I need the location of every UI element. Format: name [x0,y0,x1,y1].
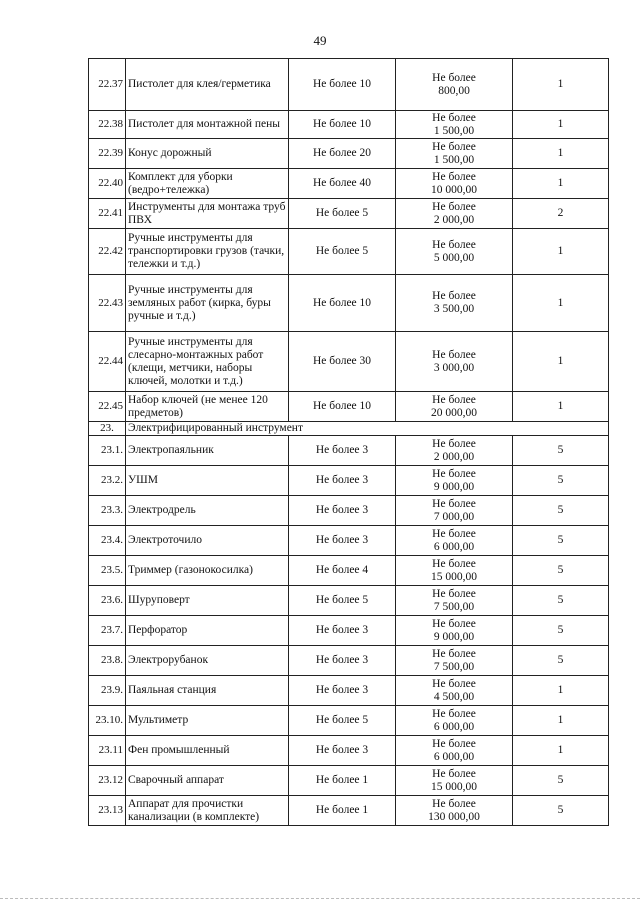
item-price [396,766,513,796]
price-value: 20 000,00 [431,406,477,419]
price-value: 15 000,00 [431,570,477,583]
item-quantity: Не более 40 [289,169,396,199]
item-number: 22.38 [89,111,126,139]
price-value: 6 000,00 [433,540,475,553]
table-row [89,556,609,586]
item-price [396,229,513,275]
price-value: 800,00 [438,84,470,97]
item-term: 1 [513,169,609,199]
item-name: Набор ключей (не менее 120 предметов) [126,392,289,422]
item-name: Ручные инструменты для слесарно-монтажных работ (клещи, метчики, наборы ключей, молотки и т.д.) [126,332,289,392]
price-prefix: Не более [432,557,476,570]
table-row [89,392,609,422]
item-number: 22.44 [89,332,126,392]
item-price [396,59,513,111]
item-term: 5 [513,616,609,646]
item-price [396,496,513,526]
item-price [396,676,513,706]
price-value: 1 500,00 [433,153,475,166]
item-price [396,392,513,422]
table-row [89,676,609,706]
item-term: 1 [513,229,609,275]
item-name: Инструменты для монтажа труб ПВХ [126,199,289,229]
price-prefix: Не более [432,797,476,810]
item-number: 23.2. [89,466,126,496]
item-price [396,586,513,616]
price-value: 2 000,00 [433,450,475,463]
item-number: 23.3. [89,496,126,526]
price-prefix: Не более [432,348,476,361]
item-term: 5 [513,466,609,496]
item-term: 2 [513,199,609,229]
item-price [396,796,513,826]
table-row [89,111,609,139]
item-quantity: Не более 5 [289,199,396,229]
item-price [396,736,513,766]
item-price [396,616,513,646]
item-number: 23.13 [89,796,126,826]
table-body [89,59,609,826]
item-number: 23.8. [89,646,126,676]
item-term: 1 [513,111,609,139]
item-name: Ручные инструменты для земляных работ (кирка, буры ручные и т.д.) [126,275,289,332]
price-prefix: Не более [432,437,476,450]
price-value: 6 000,00 [433,720,475,733]
price-value: 7 000,00 [433,510,475,523]
item-term: 5 [513,496,609,526]
item-number: 23.7. [89,616,126,646]
price-prefix: Не более [432,527,476,540]
price-prefix: Не более [432,71,476,84]
item-name: Пистолет для клея/герметика [126,59,289,111]
item-number: 22.42 [89,229,126,275]
item-name: Шуруповерт [126,586,289,616]
item-quantity: Не более 30 [289,332,396,392]
item-name: УШМ [126,466,289,496]
item-quantity: Не более 10 [289,59,396,111]
item-number: 23.1. [89,436,126,466]
item-term: 5 [513,586,609,616]
price-prefix: Не более [432,238,476,251]
table-row [89,199,609,229]
item-quantity: Не более 4 [289,556,396,586]
item-name: Электропаяльник [126,436,289,466]
item-term: 1 [513,736,609,766]
price-prefix: Не более [432,737,476,750]
item-price [396,199,513,229]
item-number: 23.5. [89,556,126,586]
price-prefix: Не более [432,140,476,153]
price-value: 7 500,00 [433,660,475,673]
item-term: 1 [513,332,609,392]
item-quantity: Не более 3 [289,496,396,526]
item-name: Электрорубанок [126,646,289,676]
item-term: 5 [513,766,609,796]
item-number: 23.4. [89,526,126,556]
item-term: 1 [513,139,609,169]
price-value: 4 500,00 [433,690,475,703]
item-price [396,436,513,466]
item-price [396,526,513,556]
item-term: 1 [513,59,609,111]
price-prefix: Не более [432,587,476,600]
item-quantity: Не более 5 [289,706,396,736]
item-price [396,275,513,332]
table-row [89,466,609,496]
item-number: 22.43 [89,275,126,332]
item-term: 5 [513,526,609,556]
item-quantity: Не более 3 [289,646,396,676]
price-prefix: Не более [432,497,476,510]
item-name: Комплект для уборки (ведро+тележка) [126,169,289,199]
item-quantity: Не более 1 [289,766,396,796]
item-number: 23.6. [89,586,126,616]
price-value: 1 500,00 [433,124,475,137]
price-value: 9 000,00 [433,480,475,493]
item-quantity: Не более 10 [289,392,396,422]
price-prefix: Не более [432,677,476,690]
item-term: 5 [513,646,609,676]
section-row [89,422,609,436]
scan-edge-divider [0,898,640,900]
section-number: 23. [89,422,126,436]
table-row [89,169,609,199]
price-value: 10 000,00 [431,183,477,196]
price-prefix: Не более [432,111,476,124]
table-row [89,275,609,332]
price-value: 3 500,00 [433,303,475,315]
item-number: 23.10. [89,706,126,736]
price-prefix: Не более [432,290,476,302]
item-quantity: Не более 3 [289,676,396,706]
item-name: Паяльная станция [126,676,289,706]
table-row [89,526,609,556]
item-price [396,139,513,169]
item-term: 5 [513,436,609,466]
item-price [396,332,513,392]
item-name: Электродрель [126,496,289,526]
table-row [89,139,609,169]
price-prefix: Не более [432,707,476,720]
table-row [89,766,609,796]
item-price [396,706,513,736]
item-price [396,646,513,676]
item-name: Ручные инструменты для транспортировки грузов (тачки, тележки и т.д.) [126,229,289,275]
item-number: 22.39 [89,139,126,169]
item-quantity: Не более 20 [289,139,396,169]
price-value: 9 000,00 [433,630,475,643]
item-price [396,111,513,139]
item-number: 23.9. [89,676,126,706]
item-term: 1 [513,676,609,706]
item-quantity: Не более 5 [289,229,396,275]
item-price [396,556,513,586]
price-prefix: Не более [432,200,476,213]
item-name: Перфоратор [126,616,289,646]
section-title: Электрифицированный инструмент [126,422,609,436]
table-row [89,436,609,466]
table-row [89,706,609,736]
price-value: 6 000,00 [433,750,475,763]
item-quantity: Не более 3 [289,526,396,556]
item-term: 1 [513,392,609,422]
item-term: 5 [513,796,609,826]
item-name: Мультиметр [126,706,289,736]
item-name: Конус дорожный [126,139,289,169]
table-row [89,332,609,392]
price-prefix: Не более [432,617,476,630]
item-quantity: Не более 3 [289,436,396,466]
item-name: Сварочный аппарат [126,766,289,796]
table-row [89,646,609,676]
item-name: Аппарат для прочистки канализации (в комплекте) [126,796,289,826]
item-number: 22.37 [89,59,126,111]
item-quantity: Не более 1 [289,796,396,826]
item-price [396,169,513,199]
item-name: Фен промышленный [126,736,289,766]
price-prefix: Не более [432,767,476,780]
table-row [89,736,609,766]
price-prefix: Не более [432,170,476,183]
price-value: 5 000,00 [433,251,475,264]
item-term: 1 [513,275,609,332]
table-row [89,796,609,826]
item-name: Триммер (газонокосилка) [126,556,289,586]
item-number: 23.11 [89,736,126,766]
item-quantity: Не более 5 [289,586,396,616]
equipment-table [88,58,609,826]
item-quantity: Не более 10 [289,275,396,332]
table-row [89,229,609,275]
price-prefix: Не более [432,647,476,660]
price-value: 130 000,00 [428,810,480,823]
price-prefix: Не более [432,393,476,406]
table-row [89,496,609,526]
price-value: 15 000,00 [431,780,477,793]
item-quantity: Не более 3 [289,466,396,496]
item-name: Пистолет для монтажной пены [126,111,289,139]
price-value: 2 000,00 [433,213,475,226]
page-number: 49 [313,33,327,48]
table-row [89,616,609,646]
table-row [89,59,609,111]
item-quantity: Не более 10 [289,111,396,139]
item-quantity: Не более 3 [289,736,396,766]
item-number: 22.45 [89,392,126,422]
price-value: 3 000,00 [433,361,475,374]
price-prefix: Не более [432,467,476,480]
item-term: 1 [513,706,609,736]
price-value: 7 500,00 [433,600,475,613]
item-number: 22.41 [89,199,126,229]
item-term: 5 [513,556,609,586]
table-row [89,586,609,616]
item-name: Электроточило [126,526,289,556]
item-number: 23.12 [89,766,126,796]
item-price [396,466,513,496]
item-number: 22.40 [89,169,126,199]
item-quantity: Не более 3 [289,616,396,646]
